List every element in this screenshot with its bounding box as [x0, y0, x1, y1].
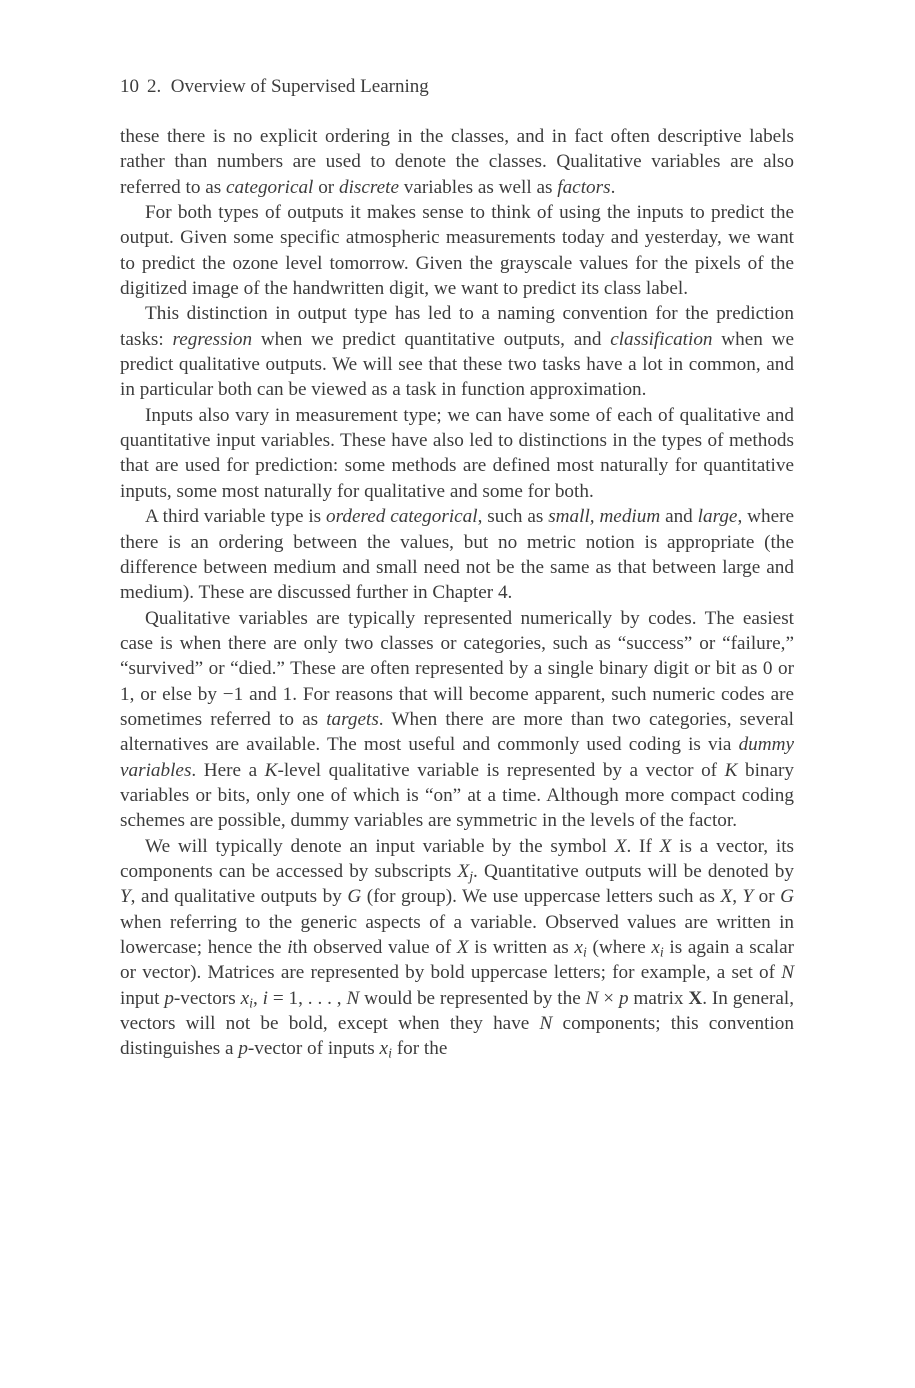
text-run: ,	[252, 987, 263, 1009]
text-run: when referring to the generic aspects of a variable. Observed values are written in lowercase; hence the	[120, 911, 794, 958]
text-run: discrete	[338, 176, 399, 198]
text-run: X	[688, 987, 703, 1009]
paragraph	[120, 504, 794, 605]
text-run: th observed value of	[292, 937, 457, 958]
text-run: binary variables or bits, only one of which is “on” at a time. Although more compact coding schemes are possible, dummy variables are symmetric in the levels of the factor.	[120, 759, 794, 832]
text-run: is a vector, its components can be accessed by subscripts	[120, 835, 794, 882]
text-run: ,	[732, 886, 743, 908]
text-run: -level qualitative variable is represented by a vector of	[277, 759, 725, 781]
text-run: Y	[120, 886, 131, 908]
text-run: for the	[391, 1038, 448, 1060]
text-run: N	[346, 987, 360, 1009]
text-run: or	[753, 886, 781, 908]
text-run: i	[582, 944, 587, 960]
text-run: .	[610, 176, 616, 198]
text-run: x	[240, 987, 250, 1009]
text-run: N	[585, 987, 599, 1009]
text-run: i	[287, 937, 293, 958]
text-run: , and qualitative outputs by	[130, 886, 348, 908]
text-run: is written as	[468, 937, 575, 958]
text-run: components; this convention distinguishes a	[120, 1013, 794, 1060]
text-run: . If	[626, 835, 660, 857]
text-run: x	[379, 1038, 389, 1060]
paragraph	[120, 200, 794, 301]
paragraph	[120, 834, 794, 1062]
text-run: x	[651, 937, 660, 958]
text-run: . In general, vectors will not be bold, except when they have	[120, 987, 794, 1035]
text-run: K	[264, 759, 278, 781]
text-run: i	[262, 987, 268, 1009]
text-run: j	[469, 868, 474, 884]
text-run: X	[457, 860, 470, 882]
text-run: input	[120, 987, 165, 1009]
text-run: small, medium	[548, 506, 661, 528]
paragraph	[120, 124, 794, 200]
text-run: classification	[610, 328, 713, 350]
text-run: p	[618, 987, 629, 1009]
text-run: i	[659, 944, 664, 960]
text-run: A third variable type is	[145, 506, 327, 528]
text-run: , such as	[477, 506, 549, 528]
text-run: ordered categorical	[326, 506, 478, 528]
text-run: , where there is an ordering between the values, but no metric notion is appropriate (the difference between medium and small need not be the same as that between large and medium). These are discussed further in Chapter 4.	[120, 506, 794, 604]
text-run: G	[780, 886, 794, 908]
text-run: dummy variables	[120, 734, 794, 781]
paragraph	[120, 606, 794, 834]
text-run: large	[697, 506, 738, 528]
text-run: Qualitative variables are typically represented numerically by codes. The easiest case is when there are only two classes or categories, such as “success” or “failure,” “survived” or “died.” These are often represented by a single binary digit or bit as 0 or 1, or else by −1 and 1. For reasons that will become apparent, such numeric codes are sometimes referred to as	[120, 607, 794, 730]
text-run: is again a scalar or vector). Matrices are represented by bold uppercase letters; for example, a set of	[120, 937, 795, 984]
text-run: (where	[586, 937, 652, 958]
chapter-title: 2. Overview of Supervised Learning	[147, 76, 429, 97]
text-run: Inputs also vary in measurement type; we can have some of each of qualitative and quantitative input variables. These have also led to distinctions in the types of methods that are used for prediction: some methods are defined most naturally for quantitative inputs, some most naturally for qualitative and some for both.	[120, 404, 794, 502]
text-run: For both types of outputs it makes sense to think of using the inputs to predict the output. Given some specific atmospheric measurements today and yesterday, we want to predict the ozone level tomorrow. Given the grayscale values for the pixels of the digitized image of the handwritten digit, we want to predict its class label.	[120, 202, 794, 300]
text-run: . Here a	[191, 759, 265, 781]
paragraph	[120, 301, 794, 402]
text-run: and	[660, 506, 698, 528]
text-run: = 1, . . . ,	[267, 987, 347, 1009]
body-text	[120, 124, 794, 1062]
text-run: p	[164, 987, 174, 1009]
text-run: This distinction in output type has led to a naming convention for the prediction tasks:	[120, 303, 794, 350]
text-run: targets	[326, 708, 379, 730]
text-run: i	[249, 995, 253, 1011]
text-run: variables as well as	[399, 176, 558, 198]
text-run: X	[720, 886, 733, 908]
text-run: -vector of inputs	[247, 1038, 380, 1060]
text-run: x	[574, 937, 583, 958]
text-run: i	[388, 1045, 392, 1061]
text-run: regression	[172, 328, 253, 350]
text-run: X	[456, 937, 469, 958]
text-run: . Quantitative outputs will be denoted by	[473, 860, 794, 882]
text-run: N	[781, 962, 794, 984]
text-run: when we predict quantitative outputs, and	[252, 328, 611, 350]
text-run: factors	[557, 176, 611, 198]
text-run: K	[724, 759, 738, 781]
text-run: matrix	[628, 987, 689, 1009]
paragraph	[120, 403, 794, 504]
text-run: . When there are more than two categories, several alternatives are available. The most useful and commonly used coding is via	[120, 708, 794, 756]
text-run: -vectors	[173, 987, 241, 1009]
text-run: (for group). We use uppercase letters such as	[361, 886, 721, 908]
text-run: categorical	[226, 176, 314, 198]
text-run: when we predict qualitative outputs. We will see that these two tasks have a lot in common, and in particular both can be viewed as a task in function approximation.	[120, 328, 794, 401]
page-number: 10	[120, 76, 139, 97]
running-header	[120, 76, 794, 98]
text-run: We will typically denote an input variable by the symbol	[145, 835, 615, 857]
text-run: p	[238, 1038, 248, 1060]
text-run: X	[614, 835, 627, 857]
text-run: Y	[742, 886, 754, 908]
text-run: ×	[598, 987, 619, 1009]
text-run: G	[347, 886, 362, 908]
text-run: X	[659, 835, 672, 857]
text-run: these there is no explicit ordering in the classes, and in fact often descriptive labels rather than numbers are used to denote the classes. Qualitative variables are also referred to as	[120, 126, 794, 198]
text-run: N	[539, 1013, 553, 1035]
text-run: would be represented by the	[359, 987, 586, 1009]
text-run: or	[313, 176, 339, 198]
